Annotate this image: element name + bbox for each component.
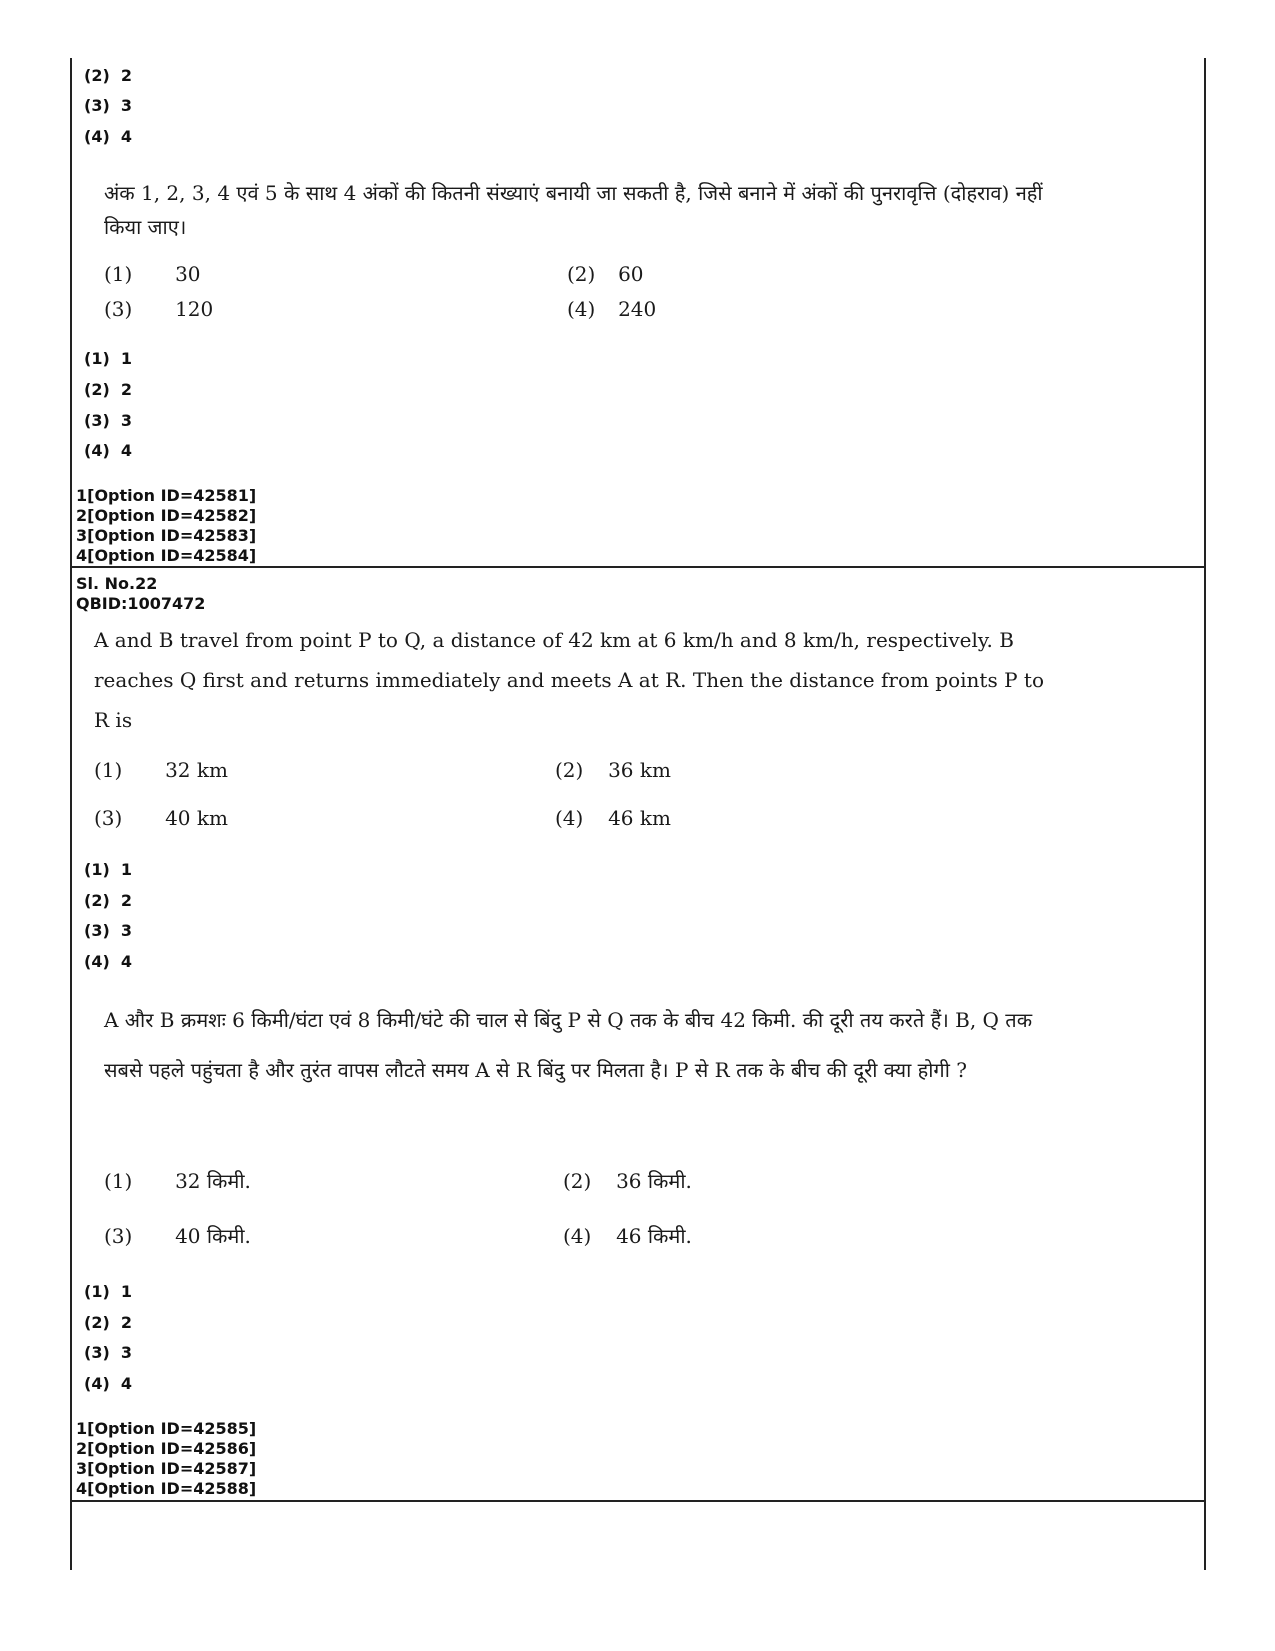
option-id: 2[Option ID=42582]	[76, 506, 257, 525]
option-label: (3)	[104, 297, 133, 321]
choice-label: (4)	[84, 127, 110, 146]
answer-choice	[84, 127, 132, 146]
hindi-option	[104, 1167, 251, 1194]
option-label: (3)	[94, 806, 123, 830]
choice-value: 3	[120, 411, 133, 430]
choice-label: (4)	[84, 441, 110, 460]
choice-label: (2)	[84, 66, 110, 85]
answer-choice	[84, 952, 132, 971]
choice-label: (1)	[84, 349, 110, 368]
section-divider	[70, 1500, 1206, 1502]
answer-choice	[84, 1313, 132, 1332]
option-label: (4)	[567, 297, 596, 321]
choice-label: (2)	[84, 891, 110, 910]
choice-label: (3)	[84, 411, 110, 430]
option-id: 4[Option ID=42584]	[76, 546, 257, 565]
option-label: (4)	[555, 806, 584, 830]
option-value: 36 किमी.	[616, 1169, 692, 1193]
choice-value: 3	[120, 921, 133, 940]
option-id: 1[Option ID=42585]	[76, 1419, 257, 1438]
choice-label: (3)	[84, 1343, 110, 1362]
option-value: 32 किमी.	[175, 1169, 251, 1193]
choice-label: (2)	[84, 380, 110, 399]
answer-choice	[84, 1374, 132, 1393]
choice-label: (4)	[84, 952, 110, 971]
choice-value: 3	[120, 96, 133, 115]
option-value: 240	[618, 297, 657, 321]
option-value: 40 किमी.	[175, 1224, 251, 1248]
english-question-text: A and B travel from point P to Q, a distance of 42 km at 6 km/h and 8 km/h, respectively. B reaches Q first and returns immediately and meets A at R. Then the distance from points P to R is	[94, 628, 1044, 732]
answer-choice	[84, 66, 132, 85]
option-label: (1)	[104, 262, 133, 286]
hindi-option	[567, 297, 656, 321]
hindi-option	[567, 262, 644, 286]
choice-value: 4	[120, 952, 133, 971]
english-option	[94, 758, 228, 782]
option-value: 32 km	[165, 758, 228, 782]
hindi-option	[104, 262, 201, 286]
choice-label: (1)	[84, 1282, 110, 1301]
hindi-question-text: A और B क्रमशः 6 किमी/घंटा एवं 8 किमी/घंटे की चाल से बिंदु P से Q तक के बीच 42 किमी. की दूरी तय करते हैं। B, Q तक सबसे पहले पहुंचता है और तुरंत वापस लौटते समय A से R बिंदु पर मिलता है। P से R तक के बीच की दूरी क्या होगी ?	[104, 1008, 1033, 1082]
choice-label: (4)	[84, 1374, 110, 1393]
hindi-option	[104, 1222, 251, 1249]
option-value: 40 km	[165, 806, 228, 830]
serial-number: Sl. No.22	[76, 574, 158, 593]
option-label: (2)	[563, 1169, 592, 1193]
choice-value: 1	[120, 349, 133, 368]
option-value: 36 km	[608, 758, 671, 782]
choice-value: 2	[120, 1313, 133, 1332]
answer-choice	[84, 380, 132, 399]
question-header	[76, 574, 205, 614]
option-value: 46 किमी.	[616, 1224, 692, 1248]
choice-value: 3	[120, 1343, 133, 1362]
qbid: QBID:1007472	[76, 594, 206, 613]
choice-value: 4	[120, 441, 133, 460]
option-label: (1)	[94, 758, 123, 782]
option-id-list	[76, 1419, 256, 1499]
option-id: 3[Option ID=42583]	[76, 526, 257, 545]
choice-value: 1	[120, 860, 133, 879]
hindi-option	[563, 1167, 692, 1194]
option-id: 2[Option ID=42586]	[76, 1439, 257, 1458]
option-label: (2)	[555, 758, 584, 782]
answer-choice	[84, 96, 132, 115]
answer-choice	[84, 411, 132, 430]
hindi-option	[563, 1222, 692, 1249]
answer-choice	[84, 1282, 132, 1301]
hindi-question-text: अंक 1, 2, 3, 4 एवं 5 के साथ 4 अंकों की कितनी संख्याएं बनायी जा सकती है, जिसे बनाने में अंकों की पुनरावृत्ति (दोहराव) नहीं किया जाए।	[104, 181, 1043, 239]
answer-choice	[84, 349, 132, 368]
choice-value: 2	[120, 891, 133, 910]
option-label: (2)	[567, 262, 596, 286]
answer-choice	[84, 441, 132, 460]
choice-value: 2	[120, 380, 133, 399]
answer-choice	[84, 1343, 132, 1362]
answer-choice	[84, 860, 132, 879]
hindi-option	[104, 297, 213, 321]
section-divider	[70, 566, 1206, 568]
choice-value: 4	[120, 127, 133, 146]
option-id-list	[76, 486, 256, 566]
english-option	[555, 758, 671, 782]
choice-value: 2	[120, 66, 133, 85]
option-value: 30	[175, 262, 201, 286]
option-label: (3)	[104, 1224, 133, 1248]
option-id: 3[Option ID=42587]	[76, 1459, 257, 1478]
choice-label: (3)	[84, 96, 110, 115]
english-option	[555, 806, 671, 830]
option-label: (4)	[563, 1224, 592, 1248]
choice-label: (1)	[84, 860, 110, 879]
option-label: (1)	[104, 1169, 133, 1193]
option-value: 60	[618, 262, 644, 286]
option-value: 120	[175, 297, 214, 321]
answer-choice	[84, 891, 132, 910]
option-value: 46 km	[608, 806, 671, 830]
choice-label: (3)	[84, 921, 110, 940]
choice-value: 1	[120, 1282, 133, 1301]
answer-choice	[84, 921, 132, 940]
option-id: 1[Option ID=42581]	[76, 486, 257, 505]
option-id: 4[Option ID=42588]	[76, 1479, 257, 1498]
english-option	[94, 806, 228, 830]
choice-value: 4	[120, 1374, 133, 1393]
choice-label: (2)	[84, 1313, 110, 1332]
